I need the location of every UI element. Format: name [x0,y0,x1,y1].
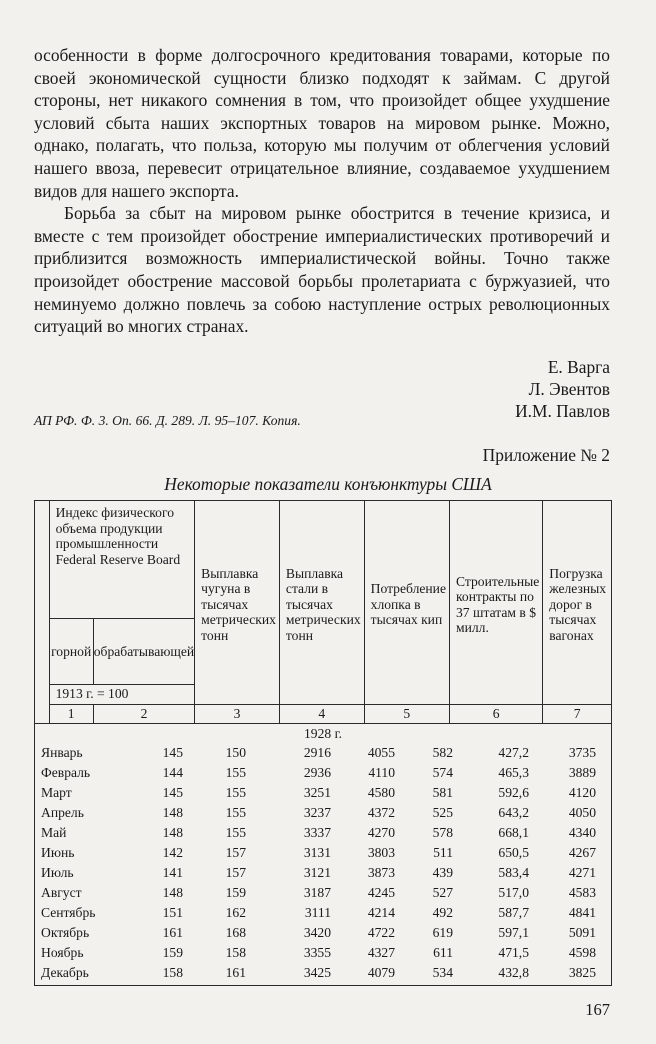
row-value: 155 [225,765,246,780]
signatures [515,356,610,422]
row-value: 4270 [367,825,395,840]
archive-source: АП РФ. Ф. 3. Оп. 66. Д. 289. Л. 95–107. Копия. [34,413,301,428]
header-base-year: 1913 г. = 100 [49,685,195,705]
row-value: 4055 [367,745,395,760]
row-value: 3251 [303,785,331,800]
row-value: 427,2 [498,745,529,760]
row-value: 650,5 [498,845,529,860]
row-value: 4580 [367,785,395,800]
col-number: 6 [450,705,543,724]
row-value: 3237 [303,805,331,820]
header-steel: Выплавка стали в тысячах метрических тонн [279,501,364,705]
table-row [35,785,611,805]
header-cotton: Потребление хлопка в тысячах кип [364,501,449,705]
table-row [35,885,611,905]
row-value: 4841 [568,905,596,920]
row-value: 151 [162,905,183,920]
signature-pavlov: И.М. Павлов [515,401,610,421]
table-title: Некоторые показатели конъюнктуры США [164,474,492,494]
header-construction: Строительные контракты по 37 штатам в $ милл. [450,501,543,705]
row-value: 517,0 [498,885,529,900]
col-number: 7 [543,705,612,724]
row-value: 3825 [568,965,596,980]
body-text [34,44,610,338]
row-value: 148 [162,825,183,840]
row-month: Апрель [41,805,84,820]
row-value: 3420 [303,925,331,940]
row-value: 611 [433,945,453,960]
row-value: 578 [432,825,453,840]
row-value: 145 [162,745,183,760]
row-value: 668,1 [498,825,529,840]
row-month: Март [41,785,72,800]
row-value: 4327 [367,945,395,960]
header-railway: Погрузка железных дорог в тысячах вагонах [543,501,612,705]
row-value: 527 [432,885,453,900]
data-rows [35,745,611,985]
row-value: 4372 [367,805,395,820]
table-row [35,825,611,845]
row-value: 157 [225,865,246,880]
row-value: 492 [432,905,453,920]
row-month: Февраль [41,765,91,780]
row-value: 574 [432,765,453,780]
signature-varga: Е. Варга [547,357,610,377]
row-value: 2916 [303,745,331,760]
row-month: Июль [41,865,74,880]
row-value: 159 [225,885,246,900]
row-value: 4340 [568,825,596,840]
row-month: Май [41,825,67,840]
empty-corner-cell [35,501,50,724]
row-value: 4079 [367,965,395,980]
row-value: 150 [225,745,246,760]
row-month: Январь [41,745,83,760]
row-value: 471,5 [498,945,529,960]
row-value: 4214 [367,905,395,920]
row-value: 525 [432,805,453,820]
row-value: 4598 [568,945,596,960]
table-row [35,865,611,885]
year-label: 1928 г. [303,726,343,741]
row-value: 592,6 [498,785,529,800]
row-value: 155 [225,825,246,840]
row-value: 4050 [568,805,596,820]
indicators-table [34,500,612,986]
row-value: 142 [162,845,183,860]
row-value: 583,4 [498,865,529,880]
row-value: 3803 [367,845,395,860]
row-month: Октябрь [41,925,90,940]
table-row [35,845,611,865]
row-value: 141 [162,865,183,880]
row-value: 4110 [368,765,395,780]
header-manufacturing: обрабатывающей [93,619,194,685]
row-month: Ноябрь [41,945,84,960]
row-value: 619 [432,925,453,940]
table-row [35,765,611,785]
row-value: 534 [432,965,453,980]
row-value: 582 [432,745,453,760]
row-value: 2936 [303,765,331,780]
row-value: 144 [162,765,183,780]
row-value: 3873 [367,865,395,880]
row-value: 3735 [568,745,596,760]
header-industrial-index: Индекс физического объема продукции промышленности Federal Reserve Board [49,501,195,619]
row-value: 4583 [568,885,596,900]
table-row [35,945,611,965]
col-number: 1 [49,705,93,724]
row-value: 4271 [568,865,596,880]
row-value: 161 [162,925,183,940]
col-number: 2 [93,705,194,724]
row-value: 4245 [367,885,395,900]
row-value: 439 [432,865,453,880]
signature-eventov: Л. Эвентов [528,379,610,399]
row-value: 3131 [303,845,331,860]
row-month: Июнь [41,845,75,860]
col-number: 5 [364,705,449,724]
row-value: 5091 [568,925,596,940]
table-row [35,805,611,825]
row-value: 432,8 [498,965,529,980]
paragraph-2: Борьба за сбыт на мировом рынке обострится в течение кризиса, и вместе с тем произойдет обострение империалистических противоречий и приблизится возможность империалистической войны. Точно также произойдет обострение массовой борьбы пролетариата с буржуазией, что неминуемо должно повлечь за собою наступление острых революционных ситуаций во многих странах. [34,203,610,337]
row-value: 4267 [568,845,596,860]
row-value: 3337 [303,825,331,840]
paragraph-1: особенности в форме долгосрочного кредитования товарами, которые по своей экономической сущности близко подходят к займам. С другой стороны, нет никакого сомнения в том, что произойдет общее ухудшение условий сбыта наших экспортных товаров на мировом рынке. Можно, однако, полагать, что польза, которую мы получим от облегчения условий нашего ввоза, перевесит отрицательное влияние, создаваемое ухудшением видов для нашего экспорта. [34,45,610,201]
row-value: 643,2 [498,805,529,820]
appendix-label: Приложение № 2 [482,445,610,465]
row-value: 145 [162,785,183,800]
row-value: 4120 [568,785,596,800]
row-value: 159 [162,945,183,960]
row-value: 3187 [303,885,331,900]
row-value: 3121 [303,865,331,880]
row-value: 3111 [304,905,331,920]
row-value: 158 [162,965,183,980]
row-value: 3355 [303,945,331,960]
col-number: 3 [195,705,280,724]
row-value: 581 [432,785,453,800]
row-value: 155 [225,785,246,800]
row-value: 162 [225,905,246,920]
row-value: 597,1 [498,925,529,940]
table-row [35,965,611,985]
table-body [35,724,612,986]
table-row [35,745,611,765]
table-row [35,925,611,945]
row-month: Декабрь [41,965,89,980]
col-number: 4 [279,705,364,724]
row-value: 148 [162,885,183,900]
row-value: 3425 [303,965,331,980]
header-mining: горной [49,619,93,685]
row-value: 148 [162,805,183,820]
row-value: 161 [225,965,246,980]
row-month: Сентябрь [41,905,96,920]
row-value: 587,7 [498,905,529,920]
row-value: 465,3 [498,765,529,780]
header-pig-iron: Выплавка чугуна в тысячах метрических тонн [195,501,280,705]
row-value: 511 [433,845,453,860]
row-value: 155 [225,805,246,820]
row-value: 3889 [568,765,596,780]
row-value: 157 [225,845,246,860]
row-value: 168 [225,925,246,940]
row-value: 4722 [367,925,395,940]
table-row [35,905,611,925]
row-value: 158 [225,945,246,960]
page-number: 167 [585,1000,610,1019]
row-month: Август [41,885,82,900]
